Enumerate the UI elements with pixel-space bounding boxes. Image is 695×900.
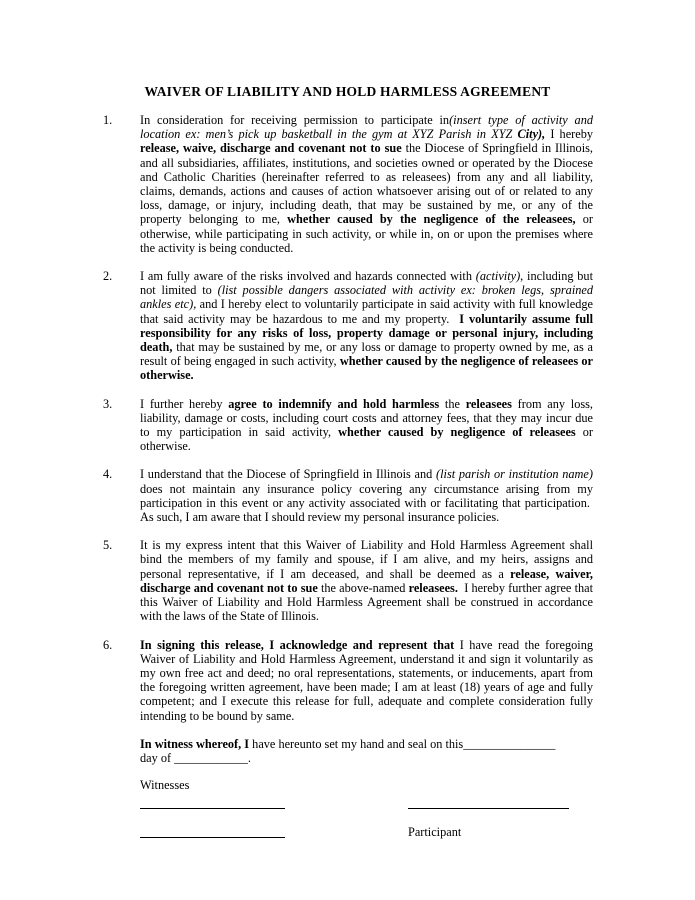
paragraph-text: I further hereby agree to indemnify and hold harmless the releasees from any loss, liability, damage or costs, including court costs and attorney fees, that they may incur due to my participation in said activity, whether caused by negligence of releasees or otherwise. <box>140 396 594 454</box>
numbered-paragraph-3 <box>103 397 593 454</box>
numbered-paragraph-4 <box>103 467 593 524</box>
document-title: WAIVER OF LIABILITY AND HOLD HARMLESS AGREEMENT <box>144 84 551 99</box>
paragraph-text: I am fully aware of the risks involved and hazards connected with (activity), including but not limited to (list possible dangers associated with activity ex: broken legs, sprained ankles etc), and I hereby elect to voluntarily participate in said activity with full knowledge that said activity may be hazardous to me and my property. I voluntarily assume full responsibility for any risks of loss, property damage or personal injury, including death, that may be sustained by me, or any loss or damage to property owned by me, as a result of being engaged in such activity, whether caused by the negligence of releasees or otherwise. <box>140 269 593 383</box>
document-body <box>103 113 593 839</box>
participant-signature-line <box>408 796 569 809</box>
paragraph-text: It is my express intent that this Waiver of Liability and Hold Harmless Agreement shall bind the members of my family and spouse, if I am alive, and my heirs, assigns and personal representative, if I am deceased, and shall be deemed as a release, waiver, discharge and covenant not to sue the above-named releasees. I hereby further agree that this Waiver of Liability and Hold Harmless Agreement shall be construed in accordance with the laws of the State of Illinois. <box>140 538 594 624</box>
paragraph-number: 6. <box>103 637 113 652</box>
signature-row-1 <box>140 796 593 810</box>
witness-signature-line-2 <box>140 825 285 838</box>
numbered-paragraph-6 <box>103 638 593 723</box>
witness-signature-line-1 <box>140 796 285 809</box>
paragraph-text: In consideration for receiving permission to participate in(insert type of activity and location ex: men’s pick up basketball in the gym at XYZ Parish in XYZ City), I hereby release, waive, discharge and covenant not to sue the Diocese of Springfield in Illinois, and all subsidiaries, affiliates, institutions, and societies owned or operated by the Diocese and Catholic Charities (hereinafter referred to as releasees) from any and all liability, claims, demands, actions and causes of action whatsoever arising out of or related to any loss, damage, or injury, including death, that may be sustained by me, or any of the property belonging to me, whether caused by the negligence of the releasees, or otherwise, while participating in such activity, or while in, on or upon the premises where the activity is being conducted. <box>140 113 594 255</box>
signature-row-2 <box>140 825 593 839</box>
paragraph-number: 4. <box>103 467 113 482</box>
witness-clause: In witness whereof, I have hereunto set my hand and seal on this_______________ day of ____________. <box>140 736 556 765</box>
participant-label: Participant <box>408 825 462 840</box>
paragraph-number: 5. <box>103 538 113 553</box>
numbered-paragraph-5 <box>103 538 593 623</box>
numbered-paragraph-1 <box>103 113 593 255</box>
paragraph-number: 2. <box>103 269 113 284</box>
paragraph-text: In signing this release, I acknowledge and represent that I have read the foregoing Waiver of Liability and Hold Harmless Agreement, understand it and sign it voluntarily as my own free act and deed; no oral representations, statements, or inducements, apart from the foregoing written agreement, have been made; I am at least (18) years of age and fully competent; and I execute this release for full, adequate and complete consideration fully intending to be bound by same. <box>140 637 593 723</box>
numbered-paragraph-2 <box>103 269 593 383</box>
paragraph-text: I understand that the Diocese of Springfield in Illinois and (list parish or institution name) does not maintain any insurance policy covering any circumstance arising from my participation in this event or any activity associated with or facilitating that participation. As such, I am aware that I should review my personal insurance policies. <box>140 467 593 525</box>
paragraph-number: 3. <box>103 396 113 411</box>
witnesses-label: Witnesses <box>140 778 190 793</box>
paragraph-number: 1. <box>103 113 113 127</box>
